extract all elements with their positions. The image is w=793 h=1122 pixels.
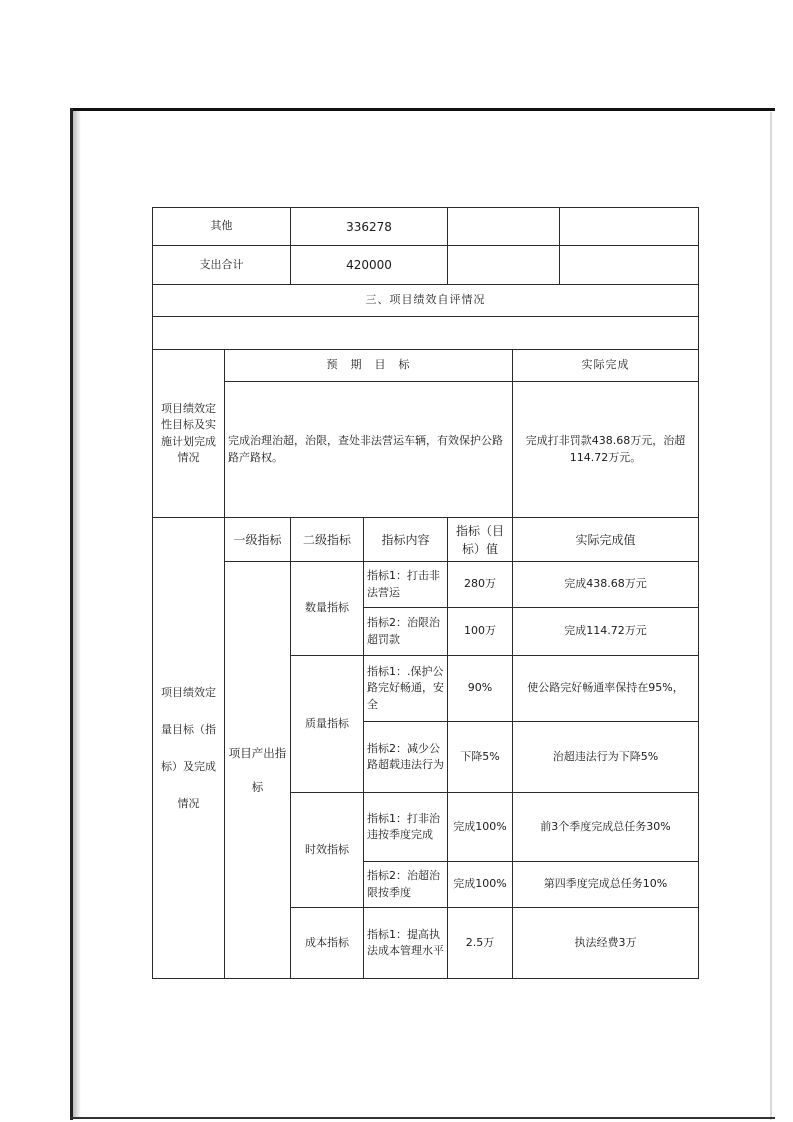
header-content: 指标内容	[364, 518, 448, 562]
scan-border-top	[70, 108, 775, 111]
indicator-content: 指标2：治超治限按季度	[364, 862, 448, 908]
indicator-content: 指标1：打非治违按季度完成	[364, 793, 448, 862]
scan-border-bottom	[70, 1117, 775, 1119]
indicator-target: 2.5万	[448, 908, 513, 979]
scan-border-right	[770, 112, 772, 1120]
indicator-actual: 治超违法行为下降5%	[513, 722, 699, 793]
quantitative-label: 项目绩效定量目标（指标）及完成情况	[153, 518, 225, 979]
indicator-actual: 前3个季度完成总任务30%	[513, 793, 699, 862]
indicator-content: 指标2：减少公路超载违法行为	[364, 722, 448, 793]
expected-goal-text: 完成治理治超，治限，查处非法营运车辆，有效保护公路路产路权。	[225, 382, 513, 518]
budget-label: 支出合计	[153, 246, 291, 285]
level1-label: 项目产出指标	[225, 562, 291, 979]
budget-empty-cell	[560, 246, 699, 285]
indicator-target: 完成100%	[448, 862, 513, 908]
expected-goal-header: 预 期 目 标	[225, 350, 513, 382]
indicator-content: 指标1：打击非法营运	[364, 562, 448, 608]
actual-completion-text: 完成打非罚款438.68万元，治超114.72万元。	[513, 382, 699, 518]
budget-empty-cell	[448, 246, 560, 285]
budget-label: 其他	[153, 208, 291, 246]
blank-row	[153, 317, 699, 350]
header-level2: 二级指标	[291, 518, 364, 562]
budget-row	[153, 208, 699, 246]
header-actual: 实际完成值	[513, 518, 699, 562]
indicator-actual: 完成114.72万元	[513, 608, 699, 656]
budget-empty-cell	[448, 208, 560, 246]
budget-amount: 420000	[291, 246, 448, 285]
level2-label: 质量指标	[291, 656, 364, 793]
indicator-content: 指标2：治限治超罚款	[364, 608, 448, 656]
indicator-target: 100万	[448, 608, 513, 656]
indicator-target: 完成100%	[448, 793, 513, 862]
budget-empty-cell	[560, 208, 699, 246]
performance-table	[152, 207, 699, 979]
level2-label: 时效指标	[291, 793, 364, 908]
scan-shadow	[73, 111, 81, 1117]
indicator-actual: 使公路完好畅通率保持在95%，	[513, 656, 699, 722]
qualitative-label: 项目绩效定性目标及实施计划完成情况	[153, 350, 225, 518]
budget-amount: 336278	[291, 208, 448, 246]
level2-label: 成本指标	[291, 908, 364, 979]
indicator-target: 90%	[448, 656, 513, 722]
section-title: 三、项目绩效自评情况	[153, 285, 699, 317]
budget-row	[153, 246, 699, 285]
header-target: 指标（目标）值	[448, 518, 513, 562]
indicator-target: 下降5%	[448, 722, 513, 793]
indicator-content: 指标1：.保护公路完好畅通，安全	[364, 656, 448, 722]
level2-label: 数量指标	[291, 562, 364, 656]
indicator-row	[153, 562, 699, 608]
indicator-actual: 执法经费3万	[513, 908, 699, 979]
indicator-target: 280万	[448, 562, 513, 608]
indicator-actual: 完成438.68万元	[513, 562, 699, 608]
indicator-actual: 第四季度完成总任务10%	[513, 862, 699, 908]
header-level1: 一级指标	[225, 518, 291, 562]
actual-completion-header: 实际完成	[513, 350, 699, 382]
indicator-content: 指标1：提高执法成本管理水平	[364, 908, 448, 979]
